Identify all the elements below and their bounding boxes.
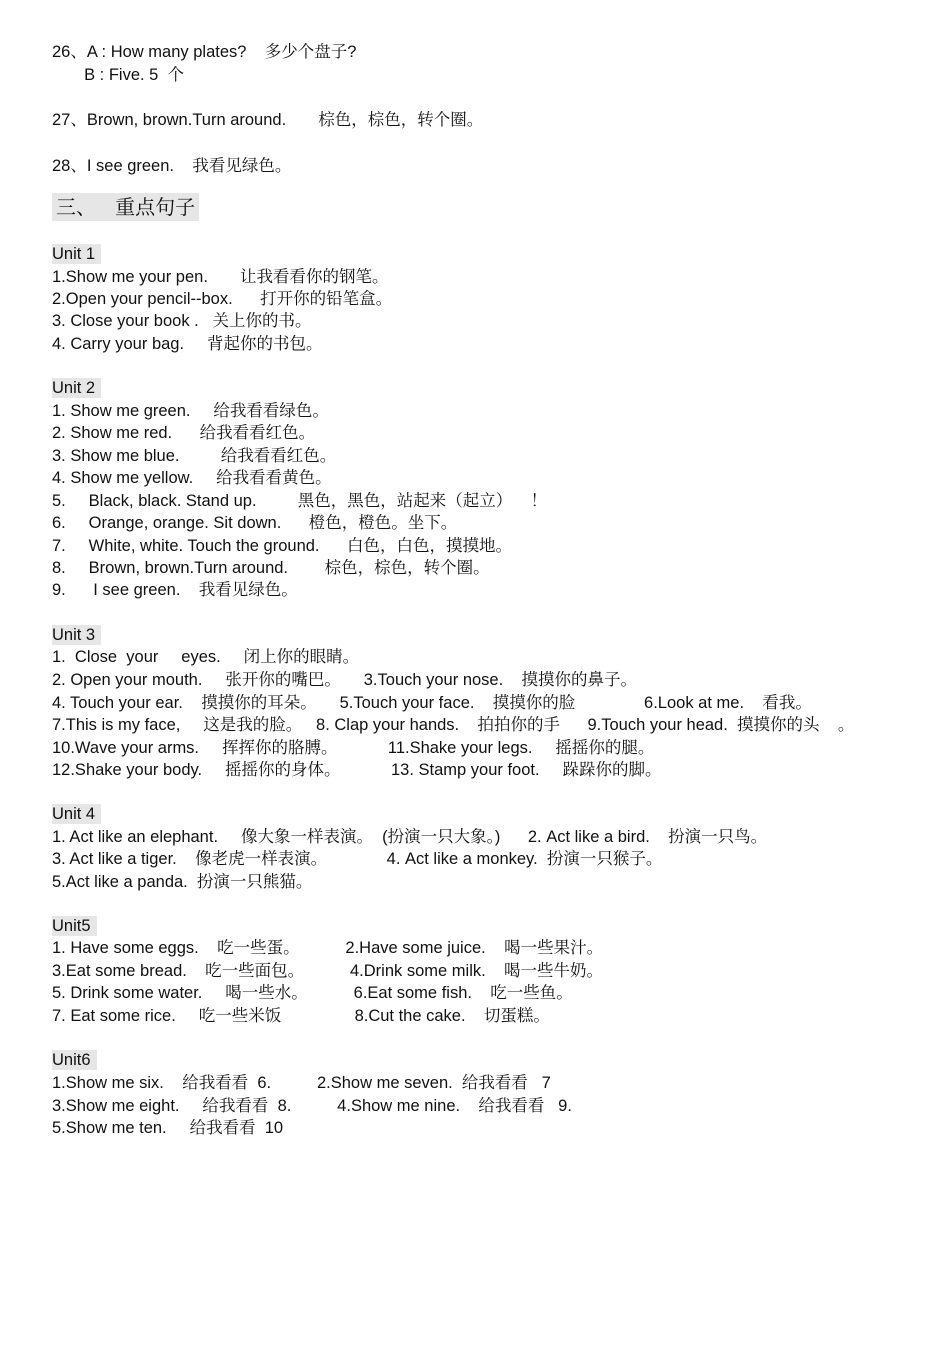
unit-2-line-3: 3. Show me blue. 给我看看红色。 [52,447,337,465]
unit-4-line-1: 1. Act like an elephant. 像大象一样表演。 (扮演一只大象。) 2. Act like a bird. 扮演一只鸟。 [52,828,768,846]
unit-3-line-4: 7.This is my face, 这是我的脸。 8. Clap your hands. 拍拍你的手 9.Touch your head. 摸摸你的头 。 [52,716,855,734]
unit-3-line-1: 1. Close your eyes. 闭上你的眼睛。 [52,648,360,666]
unit-5-line-2: 3.Eat some bread. 吃一些面包。 4.Drink some milk. 喝一些牛奶。 [52,962,604,980]
unit-3-line-3: 4. Touch your ear. 摸摸你的耳朵。 5.Touch your face. 摸摸你的脸 6.Look at me. 看我。 [52,694,812,712]
unit-5-line-1: 1. Have some eggs. 吃一些蛋。 2.Have some juice. 喝一些果汁。 [52,939,604,957]
unit-6-line-3: 5.Show me ten. 给我看看 10 [52,1119,284,1137]
unit-6-label: Unit6 [52,1050,97,1070]
unit-5-line-3: 5. Drink some water. 喝一些水。 6.Eat some fish. 吃一些鱼。 [52,984,573,1002]
unit-4-line-2: 3. Act like a tiger. 像老虎一样表演。 4. Act like a monkey. 扮演一只猴子。 [52,850,663,868]
item-28: 28、I see green. 我看见绿色。 [52,157,292,175]
unit-2-line-4: 4. Show me yellow. 给我看看黄色。 [52,469,332,487]
unit-2-line-9: 9. I see green. 我看见绿色。 [52,581,298,599]
unit-3-line-2: 2. Open your mouth. 张开你的嘴巴。 3.Touch your nose. 摸摸你的鼻子。 [52,671,638,689]
unit-5-label: Unit5 [52,916,97,936]
unit-4-line-3: 5.Act like a panda. 扮演一只熊猫。 [52,873,313,891]
unit-2-line-2: 2. Show me red. 给我看看红色。 [52,424,316,442]
unit-2-line-7: 7. White, white. Touch the ground. 白色，白色，摸摸地。 [52,537,513,555]
unit-1-line-3: 3. Close your book . 关上你的书。 [52,312,312,330]
unit-6-line-1: 1.Show me six. 给我看看 6. 2.Show me seven. 给我看看 7 [52,1074,551,1092]
unit-2-line-6: 6. Orange, orange. Sit down. 橙色，橙色。坐下。 [52,514,458,532]
unit-2-line-1: 1. Show me green. 给我看看绿色。 [52,402,329,420]
unit-4-label: Unit 4 [52,804,101,824]
unit-2-line-5: 5. Black, black. Stand up. 黑色，黑色，站起来（起立） ！ [52,492,548,510]
unit-3-line-6: 12.Shake your body. 摇摇你的身体。 13. Stamp your foot. 跺跺你的脚。 [52,761,662,779]
unit-3-label: Unit 3 [52,625,101,645]
unit-5-line-4: 7. Eat some rice. 吃一些米饭 8.Cut the cake. 切蛋糕。 [52,1007,550,1025]
unit-3-line-5: 10.Wave your arms. 挥挥你的胳膊。 11.Shake your legs. 摇摇你的腿。 [52,739,655,757]
unit-6-line-2: 3.Show me eight. 给我看看 8. 4.Show me nine. 给我看看 9. [52,1097,572,1115]
unit-2-line-8: 8. Brown, brown.Turn around. 棕色，棕色，转个圈。 [52,559,490,577]
section-heading: 三、 重点句子 [52,193,199,221]
unit-1-line-1: 1.Show me your pen. 让我看看你的钢笔。 [52,268,389,286]
unit-2-label: Unit 2 [52,378,101,398]
item-26-answer: B : Five. 5 个 [52,66,185,84]
unit-1-label: Unit 1 [52,244,101,264]
unit-1-line-2: 2.Open your pencil--box. 打开你的铅笔盒。 [52,290,393,308]
unit-1-line-4: 4. Carry your bag. 背起你的书包。 [52,335,323,353]
item-27: 27、Brown, brown.Turn around. 棕色，棕色，转个圈。 [52,111,484,129]
item-26-question: 26、A : How many plates? 多少个盘子? [52,43,357,61]
